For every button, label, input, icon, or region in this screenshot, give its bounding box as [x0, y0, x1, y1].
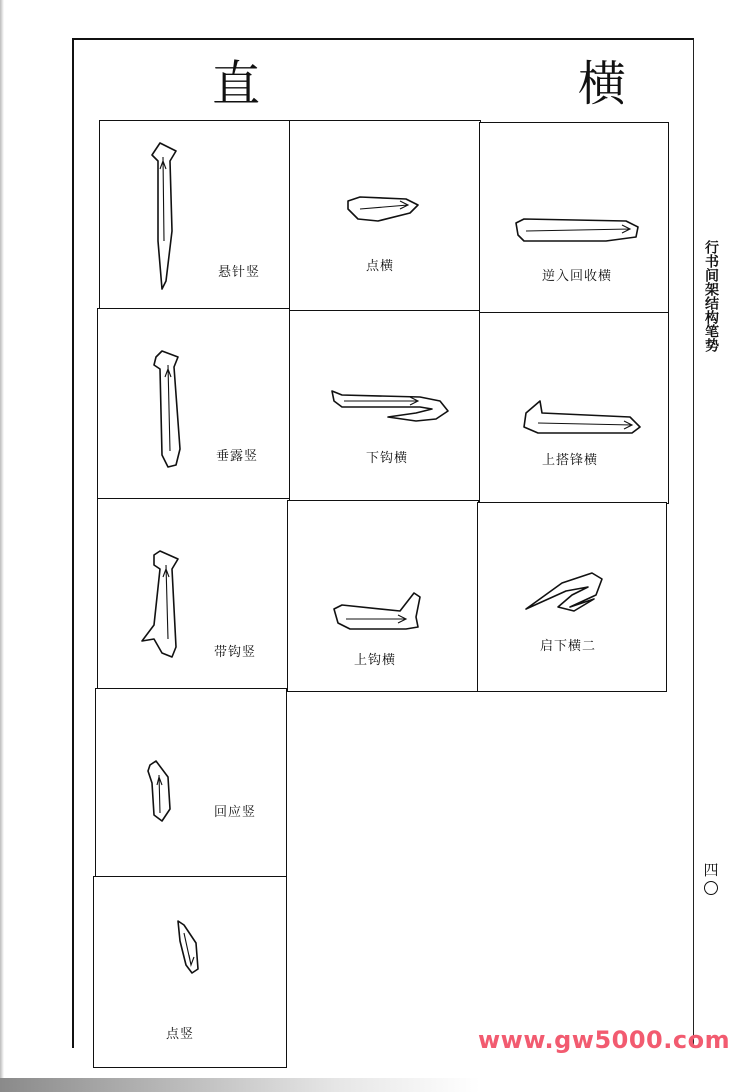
page-number	[700, 860, 722, 895]
stroke-label: 悬针竖	[218, 265, 261, 280]
cell-dian-heng	[289, 120, 481, 312]
side-title: 行书间架结构笔势	[703, 240, 719, 352]
chuilu-shu-stroke-icon	[98, 309, 292, 501]
stroke-label: 带钩竖	[214, 645, 257, 660]
dian-heng-stroke-icon	[290, 121, 482, 313]
watermark: www.gw5000.com	[478, 1026, 731, 1054]
heading-vertical: 直	[212, 56, 261, 112]
stroke-label: 下钩横	[366, 451, 409, 466]
stroke-label: 点横	[366, 259, 395, 274]
stroke-label: 垂露竖	[216, 449, 259, 464]
huiying-shu-stroke-icon	[96, 689, 288, 879]
cell-huiying-shu	[95, 688, 287, 878]
cell-xiagou-heng	[289, 310, 481, 502]
heading-horizontal: 横	[578, 56, 627, 112]
page-number-text: 四	[703, 861, 719, 879]
qixia-heng-er-stroke-icon	[478, 503, 668, 693]
stroke-label: 回应竖	[214, 805, 257, 820]
shangdafeng-heng-stroke-icon	[480, 313, 670, 505]
cell-dian-shu	[93, 876, 287, 1068]
stroke-label: 上搭锋横	[542, 453, 599, 468]
xuanzhen-shu-stroke-icon	[100, 121, 292, 311]
cell-daigou-shu	[97, 498, 291, 690]
daigou-shu-stroke-icon	[98, 499, 292, 691]
cell-qixia-heng-er	[477, 502, 667, 692]
page-left-edge	[0, 0, 4, 1092]
cell-shanggou-heng	[287, 500, 479, 692]
cell-xuanzhen-shu	[99, 120, 291, 310]
cell-chuilu-shu	[97, 308, 291, 500]
zero-circle-icon	[704, 881, 718, 895]
stroke-label: 点竖	[166, 1027, 195, 1042]
stroke-label: 逆入回收横	[542, 269, 613, 284]
cell-shangdafeng-heng	[479, 312, 669, 504]
stroke-label: 上钩横	[354, 653, 397, 668]
cell-niru-huishou-heng	[479, 122, 669, 314]
bottom-shadow	[0, 1078, 480, 1092]
stroke-label: 启下横二	[540, 639, 597, 654]
niru-huishou-heng-stroke-icon	[480, 123, 670, 315]
xiagou-heng-stroke-icon	[290, 311, 482, 503]
